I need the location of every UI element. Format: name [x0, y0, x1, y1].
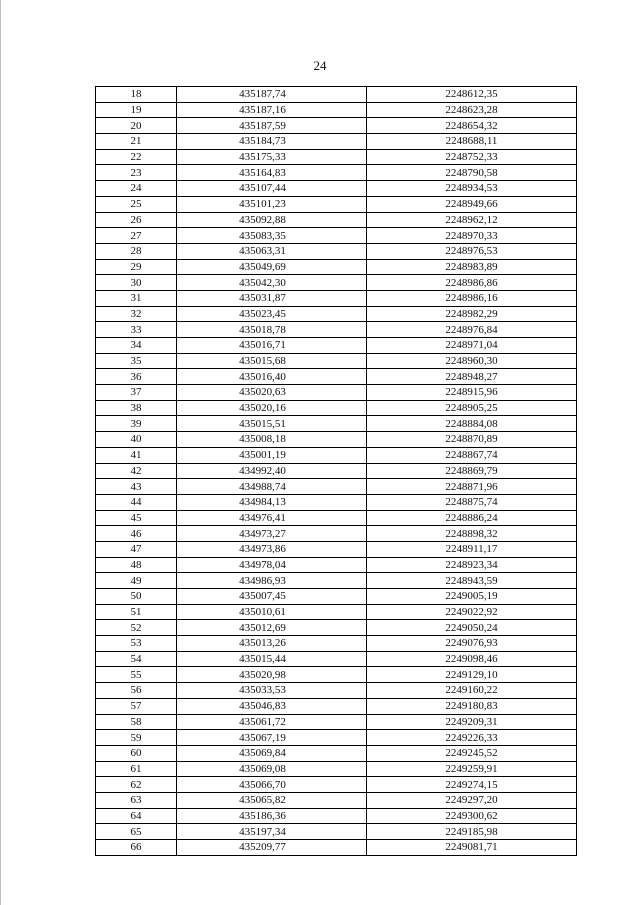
x-coordinate-cell: 435016,71: [177, 338, 367, 354]
x-coordinate-cell: 435049,69: [177, 259, 367, 275]
table-row: [96, 573, 577, 589]
y-coordinate-cell: 2248884,08: [367, 416, 577, 432]
x-coordinate-cell: 434973,86: [177, 541, 367, 557]
y-coordinate-cell: 2249297,20: [367, 792, 577, 808]
y-coordinate-cell: 2248886,24: [367, 510, 577, 526]
table-row: [96, 353, 577, 369]
table-row: [96, 636, 577, 652]
table-row: [96, 698, 577, 714]
y-coordinate-cell: 2248962,12: [367, 212, 577, 228]
y-coordinate-cell: 2249274,15: [367, 777, 577, 793]
table-row: [96, 840, 577, 856]
table-row: [96, 745, 577, 761]
y-coordinate-cell: 2248752,33: [367, 149, 577, 165]
x-coordinate-cell: 435187,16: [177, 102, 367, 118]
point-number-cell: 54: [96, 651, 177, 667]
y-coordinate-cell: 2248870,89: [367, 432, 577, 448]
y-coordinate-cell: 2249076,93: [367, 636, 577, 652]
x-coordinate-cell: 435033,53: [177, 683, 367, 699]
page-edge-line: [0, 0, 1, 905]
y-coordinate-cell: 2249050,24: [367, 620, 577, 636]
point-number-cell: 30: [96, 275, 177, 291]
x-coordinate-cell: 435175,33: [177, 149, 367, 165]
point-number-cell: 41: [96, 447, 177, 463]
table-row: [96, 181, 577, 197]
table-row: [96, 620, 577, 636]
y-coordinate-cell: 2248960,30: [367, 353, 577, 369]
y-coordinate-cell: 2248869,79: [367, 463, 577, 479]
table-row: [96, 87, 577, 103]
x-coordinate-cell: 435069,08: [177, 761, 367, 777]
x-coordinate-cell: 435186,36: [177, 808, 367, 824]
x-coordinate-cell: 434984,13: [177, 494, 367, 510]
table-row: [96, 447, 577, 463]
point-number-cell: 46: [96, 526, 177, 542]
point-number-cell: 33: [96, 322, 177, 338]
y-coordinate-cell: 2248970,33: [367, 228, 577, 244]
point-number-cell: 43: [96, 479, 177, 495]
y-coordinate-cell: 2248875,74: [367, 494, 577, 510]
table-row: [96, 479, 577, 495]
point-number-cell: 51: [96, 604, 177, 620]
x-coordinate-cell: 435067,19: [177, 730, 367, 746]
x-coordinate-cell: 435010,61: [177, 604, 367, 620]
point-number-cell: 61: [96, 761, 177, 777]
table-row: [96, 369, 577, 385]
x-coordinate-cell: 435023,45: [177, 306, 367, 322]
x-coordinate-cell: 435046,83: [177, 698, 367, 714]
page-number: 24: [313, 58, 327, 73]
table-row: [96, 714, 577, 730]
x-coordinate-cell: 434992,40: [177, 463, 367, 479]
x-coordinate-cell: 434978,04: [177, 557, 367, 573]
x-coordinate-cell: 435016,40: [177, 369, 367, 385]
table-row: [96, 651, 577, 667]
table-row: [96, 385, 577, 401]
point-number-cell: 22: [96, 149, 177, 165]
point-number-cell: 56: [96, 683, 177, 699]
y-coordinate-cell: 2249300,62: [367, 808, 577, 824]
point-number-cell: 59: [96, 730, 177, 746]
table-row: [96, 196, 577, 212]
x-coordinate-cell: 434986,93: [177, 573, 367, 589]
x-coordinate-cell: 435184,73: [177, 134, 367, 150]
y-coordinate-cell: 2248612,35: [367, 87, 577, 103]
point-number-cell: 64: [96, 808, 177, 824]
table-row: [96, 541, 577, 557]
x-coordinate-cell: 435013,26: [177, 636, 367, 652]
x-coordinate-cell: 435015,51: [177, 416, 367, 432]
table-row: [96, 463, 577, 479]
point-number-cell: 34: [96, 338, 177, 354]
point-number-cell: 62: [96, 777, 177, 793]
table-row: [96, 604, 577, 620]
x-coordinate-cell: 435066,70: [177, 777, 367, 793]
point-number-cell: 32: [96, 306, 177, 322]
table-row: [96, 526, 577, 542]
table-row: [96, 338, 577, 354]
y-coordinate-cell: 2249005,19: [367, 589, 577, 605]
y-coordinate-cell: 2248982,29: [367, 306, 577, 322]
x-coordinate-cell: 435008,18: [177, 432, 367, 448]
y-coordinate-cell: 2248898,32: [367, 526, 577, 542]
x-coordinate-cell: 435164,83: [177, 165, 367, 181]
x-coordinate-cell: 435001,19: [177, 447, 367, 463]
table-row: [96, 306, 577, 322]
y-coordinate-cell: 2248948,27: [367, 369, 577, 385]
table-row: [96, 557, 577, 573]
y-coordinate-cell: 2249081,71: [367, 840, 577, 856]
y-coordinate-cell: 2248915,96: [367, 385, 577, 401]
table-row: [96, 808, 577, 824]
point-number-cell: 49: [96, 573, 177, 589]
y-coordinate-cell: 2249245,52: [367, 745, 577, 761]
point-number-cell: 29: [96, 259, 177, 275]
point-number-cell: 38: [96, 400, 177, 416]
table-row: [96, 761, 577, 777]
table-row: [96, 432, 577, 448]
y-coordinate-cell: 2248976,84: [367, 322, 577, 338]
x-coordinate-cell: 435015,44: [177, 651, 367, 667]
x-coordinate-cell: 435007,45: [177, 589, 367, 605]
table-row: [96, 259, 577, 275]
point-number-cell: 66: [96, 840, 177, 856]
x-coordinate-cell: 434973,27: [177, 526, 367, 542]
table-row: [96, 730, 577, 746]
y-coordinate-cell: 2248905,25: [367, 400, 577, 416]
table-row: [96, 322, 577, 338]
y-coordinate-cell: 2248871,96: [367, 479, 577, 495]
point-number-cell: 27: [96, 228, 177, 244]
point-number-cell: 63: [96, 792, 177, 808]
y-coordinate-cell: 2249226,33: [367, 730, 577, 746]
table-row: [96, 118, 577, 134]
x-coordinate-cell: 435187,59: [177, 118, 367, 134]
y-coordinate-cell: 2248986,16: [367, 290, 577, 306]
y-coordinate-cell: 2249259,91: [367, 761, 577, 777]
y-coordinate-cell: 2249185,98: [367, 824, 577, 840]
point-number-cell: 44: [96, 494, 177, 510]
point-number-cell: 47: [96, 541, 177, 557]
point-number-cell: 57: [96, 698, 177, 714]
point-number-cell: 39: [96, 416, 177, 432]
table-row: [96, 494, 577, 510]
point-number-cell: 36: [96, 369, 177, 385]
y-coordinate-cell: 2248911,17: [367, 541, 577, 557]
y-coordinate-cell: 2249022,92: [367, 604, 577, 620]
table-row: [96, 416, 577, 432]
x-coordinate-cell: 434976,41: [177, 510, 367, 526]
point-number-cell: 26: [96, 212, 177, 228]
x-coordinate-cell: 435083,35: [177, 228, 367, 244]
table-row: [96, 792, 577, 808]
point-number-cell: 24: [96, 181, 177, 197]
table-row: [96, 824, 577, 840]
table-row: [96, 212, 577, 228]
x-coordinate-cell: 435197,34: [177, 824, 367, 840]
y-coordinate-cell: 2249160,22: [367, 683, 577, 699]
point-number-cell: 55: [96, 667, 177, 683]
y-coordinate-cell: 2249098,46: [367, 651, 577, 667]
table-row: [96, 165, 577, 181]
coordinates-table-body: [96, 87, 577, 856]
y-coordinate-cell: 2249209,31: [367, 714, 577, 730]
y-coordinate-cell: 2248976,53: [367, 243, 577, 259]
point-number-cell: 35: [96, 353, 177, 369]
point-number-cell: 25: [96, 196, 177, 212]
x-coordinate-cell: 435020,98: [177, 667, 367, 683]
point-number-cell: 20: [96, 118, 177, 134]
y-coordinate-cell: 2248654,32: [367, 118, 577, 134]
point-number-cell: 52: [96, 620, 177, 636]
x-coordinate-cell: 435012,69: [177, 620, 367, 636]
y-coordinate-cell: 2248923,34: [367, 557, 577, 573]
point-number-cell: 45: [96, 510, 177, 526]
x-coordinate-cell: 435101,23: [177, 196, 367, 212]
table-row: [96, 510, 577, 526]
y-coordinate-cell: 2248934,53: [367, 181, 577, 197]
point-number-cell: 28: [96, 243, 177, 259]
table-row: [96, 589, 577, 605]
y-coordinate-cell: 2249180,83: [367, 698, 577, 714]
table-row: [96, 400, 577, 416]
x-coordinate-cell: 435015,68: [177, 353, 367, 369]
x-coordinate-cell: 434988,74: [177, 479, 367, 495]
x-coordinate-cell: 435209,77: [177, 840, 367, 856]
point-number-cell: 42: [96, 463, 177, 479]
x-coordinate-cell: 435020,16: [177, 400, 367, 416]
x-coordinate-cell: 435061,72: [177, 714, 367, 730]
y-coordinate-cell: 2249129,10: [367, 667, 577, 683]
y-coordinate-cell: 2248790,58: [367, 165, 577, 181]
table-row: [96, 102, 577, 118]
table-row: [96, 290, 577, 306]
point-number-cell: 65: [96, 824, 177, 840]
point-number-cell: 37: [96, 385, 177, 401]
y-coordinate-cell: 2248623,28: [367, 102, 577, 118]
point-number-cell: 60: [96, 745, 177, 761]
y-coordinate-cell: 2248983,89: [367, 259, 577, 275]
x-coordinate-cell: 435063,31: [177, 243, 367, 259]
point-number-cell: 40: [96, 432, 177, 448]
table-row: [96, 134, 577, 150]
y-coordinate-cell: 2248688,11: [367, 134, 577, 150]
coordinates-table: [95, 86, 577, 856]
y-coordinate-cell: 2248943,59: [367, 573, 577, 589]
y-coordinate-cell: 2248949,66: [367, 196, 577, 212]
table-row: [96, 149, 577, 165]
x-coordinate-cell: 435065,82: [177, 792, 367, 808]
table-row: [96, 228, 577, 244]
x-coordinate-cell: 435031,87: [177, 290, 367, 306]
x-coordinate-cell: 435069,84: [177, 745, 367, 761]
x-coordinate-cell: 435092,88: [177, 212, 367, 228]
point-number-cell: 58: [96, 714, 177, 730]
y-coordinate-cell: 2248867,74: [367, 447, 577, 463]
y-coordinate-cell: 2248971,04: [367, 338, 577, 354]
table-row: [96, 777, 577, 793]
table-row: [96, 275, 577, 291]
y-coordinate-cell: 2248986,86: [367, 275, 577, 291]
x-coordinate-cell: 435107,44: [177, 181, 367, 197]
point-number-cell: 50: [96, 589, 177, 605]
table-row: [96, 667, 577, 683]
point-number-cell: 48: [96, 557, 177, 573]
x-coordinate-cell: 435042,30: [177, 275, 367, 291]
point-number-cell: 21: [96, 134, 177, 150]
x-coordinate-cell: 435020,63: [177, 385, 367, 401]
point-number-cell: 18: [96, 87, 177, 103]
point-number-cell: 53: [96, 636, 177, 652]
x-coordinate-cell: 435018,78: [177, 322, 367, 338]
table-row: [96, 243, 577, 259]
table-row: [96, 683, 577, 699]
x-coordinate-cell: 435187,74: [177, 87, 367, 103]
point-number-cell: 31: [96, 290, 177, 306]
coordinates-table-container: [95, 86, 576, 856]
point-number-cell: 23: [96, 165, 177, 181]
point-number-cell: 19: [96, 102, 177, 118]
